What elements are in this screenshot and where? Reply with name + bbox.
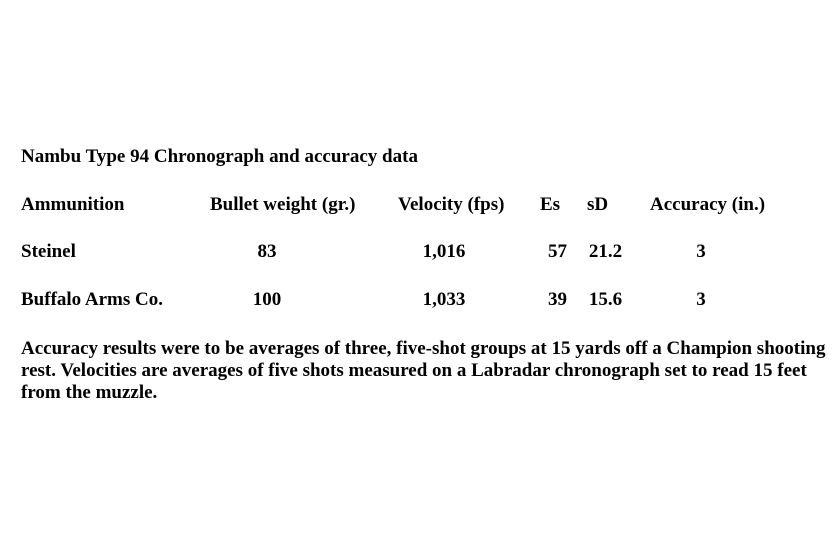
header-ammunition: Ammunition	[21, 194, 125, 215]
cell-ammunition: Buffalo Arms Co.	[21, 289, 163, 310]
cell-velocity: 1,033	[422, 289, 466, 310]
cell-sd: 15.6	[588, 289, 623, 310]
cell-velocity: 1,016	[422, 241, 466, 262]
cell-accuracy: 3	[696, 289, 706, 310]
cell-sd: 21.2	[588, 241, 623, 262]
header-velocity: Velocity (fps)	[398, 194, 505, 215]
cell-es: 39	[548, 289, 567, 310]
cell-accuracy: 3	[696, 241, 706, 262]
header-bullet-weight: Bullet weight (gr.)	[210, 194, 356, 215]
header-es: Es	[540, 194, 561, 215]
cell-ammunition: Steinel	[21, 241, 76, 262]
cell-bullet-weight: 100	[252, 289, 282, 310]
header-accuracy: Accuracy (in.)	[650, 194, 766, 215]
table-title: Nambu Type 94 Chronograph and accuracy data	[21, 146, 418, 167]
footnote: Accuracy results were to be averages of three, five-shot groups at 15 yards off a Champion shooting rest. Velocities are averages of five shots measured on a Labradar chronograph set to read 15 feet from the muzzle.	[21, 338, 826, 403]
header-sd: sD	[587, 194, 609, 215]
cell-es: 57	[548, 241, 567, 262]
cell-bullet-weight: 83	[257, 241, 277, 262]
